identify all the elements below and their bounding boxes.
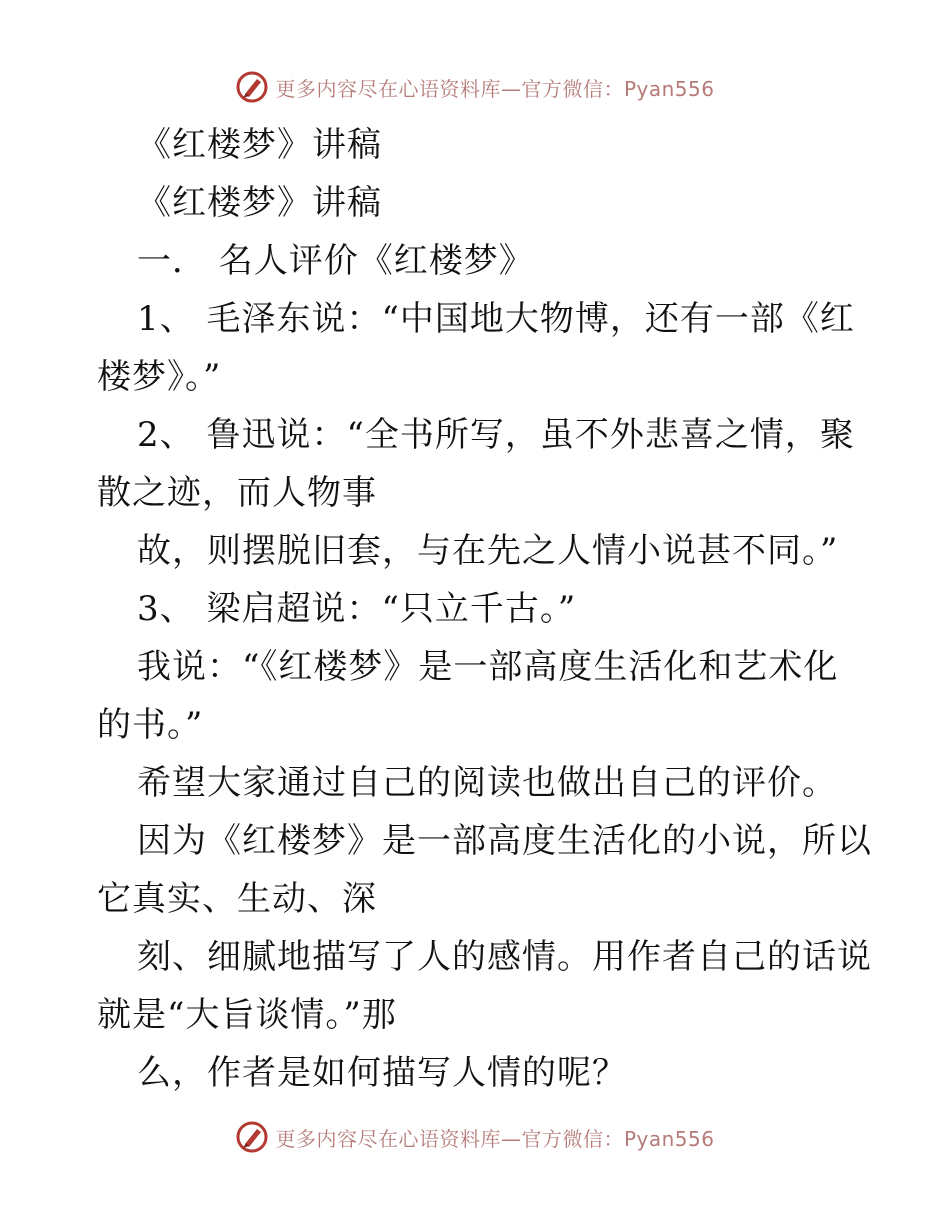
paragraph-line: 就是“大旨谈情。”那 xyxy=(97,995,397,1035)
document-body xyxy=(97,116,872,1102)
paragraph-line: 的书。” xyxy=(97,705,204,745)
footer-watermark xyxy=(0,1120,950,1154)
header-watermark xyxy=(0,70,950,104)
paragraph-line: 2、 鲁迅说：“全书所写，虽不外悲喜之情，聚 xyxy=(137,415,855,455)
paragraph-line: 希望大家通过自己的阅读也做出自己的评价。 xyxy=(137,763,837,803)
doc-title: 《红楼梦》讲稿 xyxy=(137,125,382,165)
watermark-text: 更多内容尽在心语资料库—官方微信：Pyan556 xyxy=(275,76,715,101)
paragraph-line: 我说：“《红楼梦》是一部高度生活化和艺术化 xyxy=(137,647,839,687)
doc-subtitle: 《红楼梦》讲稿 xyxy=(137,183,382,223)
paragraph-line: 故，则摆脱旧套，与在先之人情小说甚不同。” xyxy=(137,531,839,571)
pen-seal-logo-icon xyxy=(235,1120,269,1154)
paragraph-line: 3、 梁启超说：“只立千古。” xyxy=(137,589,577,629)
paragraph-line: 1、 毛泽东说：“中国地大物博，还有一部《红 xyxy=(137,299,855,339)
paragraph-line: 么，作者是如何描写人情的呢？ xyxy=(137,1053,627,1093)
paragraph-line: 楼梦》。” xyxy=(97,357,222,397)
paragraph-line: 因为《红楼梦》是一部高度生活化的小说，所以 xyxy=(137,821,872,861)
paragraph-line: 刻、细腻地描写了人的感情。用作者自己的话说 xyxy=(137,937,872,977)
paragraph-line: 散之迹，而人物事 xyxy=(97,473,377,513)
section-heading: 一． 名人评价《红楼梦》 xyxy=(137,241,534,281)
watermark-text: 更多内容尽在心语资料库—官方微信：Pyan556 xyxy=(275,1126,715,1151)
paragraph-line: 它真实、生动、深 xyxy=(97,879,377,919)
pen-seal-logo-icon xyxy=(235,70,269,104)
